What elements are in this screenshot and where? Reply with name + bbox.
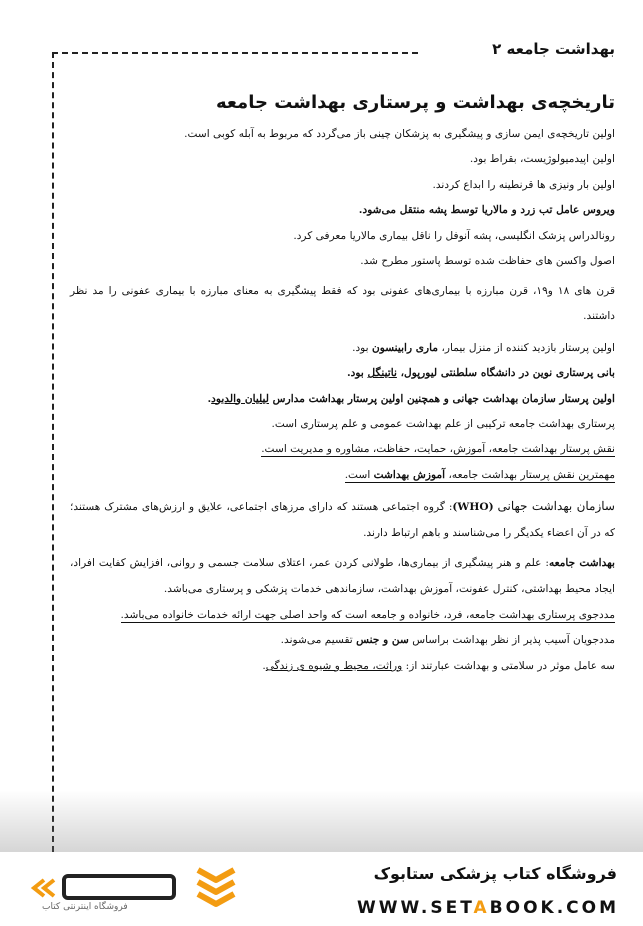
p8-pre: اولین پرستار بازدید کننده از منزل بیمار، [441,341,615,354]
paragraph-16 [70,608,615,622]
p13-post: است. [344,468,371,481]
paragraph-10 [70,392,615,406]
store-title: فروشگاه کتاب پزشکی ستابوک [373,864,617,883]
p9-post: بود. [346,367,364,380]
page-heading: تاریخچه‌ی بهداشت و پرستاری بهداشت جامعه [215,92,615,113]
p8-bold: ماری رابینسون [371,341,439,354]
p17-bold: سن و جنس [356,634,409,647]
p17-pre: مددجویان آسیب پذیر از نظر بهداشت براساس [412,634,615,647]
url-part2: BOOK.COM [489,898,619,918]
paragraph-8 [70,341,615,355]
p18-post: . [262,659,266,672]
p13-pre: مهمترین نقش پرستار بهداشت جامعه، [448,468,615,481]
p8-post: بود. [352,341,369,354]
paragraph-2: اولین اپیدمیولوژیست، بقراط بود. [469,153,615,166]
side-dashed-rule [52,52,54,852]
paragraph-18 [70,659,615,673]
p18-pre: سه عامل موثر در سلامتی و بهداشت عبارتند از: [405,659,615,672]
p17-post: تقسیم می‌شوند. [280,634,353,647]
url-accent: A [473,898,490,918]
logo-tagline: فروشگاه اینترنتی کتاب [42,902,128,912]
paragraph-9 [70,366,615,380]
p16-text: مددجوی پرستاری بهداشت جامعه، فرد، خانواده و جامعه است که واحد اصلی جهت ارائه خدمات خانواده می‌باشد. [120,609,615,622]
p10-pre: اولین پرستار سازمان بهداشت جهانی و همچنین اولین پرستار بهداشت مدارس [272,392,615,405]
paragraph-17 [70,633,615,647]
page-bottom-shadow [0,790,643,860]
p18-underlined: وراثت، محیط و شیوه ی زندگی [265,659,403,672]
paragraph-12 [70,442,615,456]
setabook-logo[interactable] [30,862,250,920]
p14-pre: سازمان بهداشت جهانی [497,499,615,514]
paragraph-7: قرن های ۱۸ و۱۹، قرن مبارزه با بیماری‌های عفونی بود که فقط پیشگیری به معنای مبارزه با بیماری عفونی را مد نظر داشتند. [70,285,616,323]
paragraph-5: رونالدراس پزشک انگلیسی، پشه آنوفل را ناقل بیماری مالاریا معرفی کرد. [293,229,615,242]
p10-underlined: لیلیان والدبود [211,392,269,405]
url-part1: WWW.SET [357,898,474,918]
p15-bold: بهداشت جامعه [548,557,615,570]
paragraph-15 [70,550,615,602]
p14-post: : گروه اجتماعی هستند که دارای مرزهای اجتماعی، علایق و ارزش‌های مشترک هستند؛ که در آن اعضاء یکدیگر را می‌شناسند و باهم ارتباط دارند. [70,501,615,540]
p12-text: نقش پرستار بهداشت جامعه، آموزش، حمایت، حفاظت، مشاوره و مدیریت است. [261,443,615,456]
p10-post: . [207,392,212,405]
paragraph-1: اولین تاریخچه‌ی ایمن سازی و پیشگیری به پزشکان چینی باز می‌گردد که مربوط به آبله کوبی است. [184,128,615,140]
paragraph-14 [70,493,615,546]
p15-post: : علم و هنر پیشگیری از بیماری‌ها، طولانی کردن عمر، اعتلای سلامت جسمی و روانی، افزایش کفایت افراد، ایجاد محیط بهداشتی، کنترل عفونت، آموزش بهداشت، سازماندهی خدمات پزشکی و پرستاری می‌باشد. [70,557,615,596]
store-url[interactable] [357,898,619,918]
paragraph-6: اصول واکسن های حفاظت شده توسط پاستور مطرح شد. [360,254,615,267]
p13-bold: آموزش بهداشت [373,468,446,481]
paragraph-4: ویروس عامل تب زرد و مالاریا توسط پشه منتقل می‌شود. [358,204,615,217]
paragraph-3: اولین بار ونیزی ها قرنطینه را ابداع کردند. [432,178,615,191]
page-content [70,92,615,684]
running-header: بهداشت جامعه ۲ [492,40,615,58]
p13-wrap [345,469,615,483]
p9-pre: بانی پرستاری نوین در دانشگاه سلطنتی لیورپول، [400,367,615,380]
paragraph-13 [70,468,615,482]
publisher-footer [0,852,643,926]
header-dashed-rule [52,52,418,54]
p14-bold: (WHO) [452,501,494,514]
paragraph-11: پرستاری بهداشت جامعه ترکیبی از علم بهداشت عمومی و علم پرستاری است. [271,417,615,430]
p9-underlined: ناتینگل [367,367,397,380]
